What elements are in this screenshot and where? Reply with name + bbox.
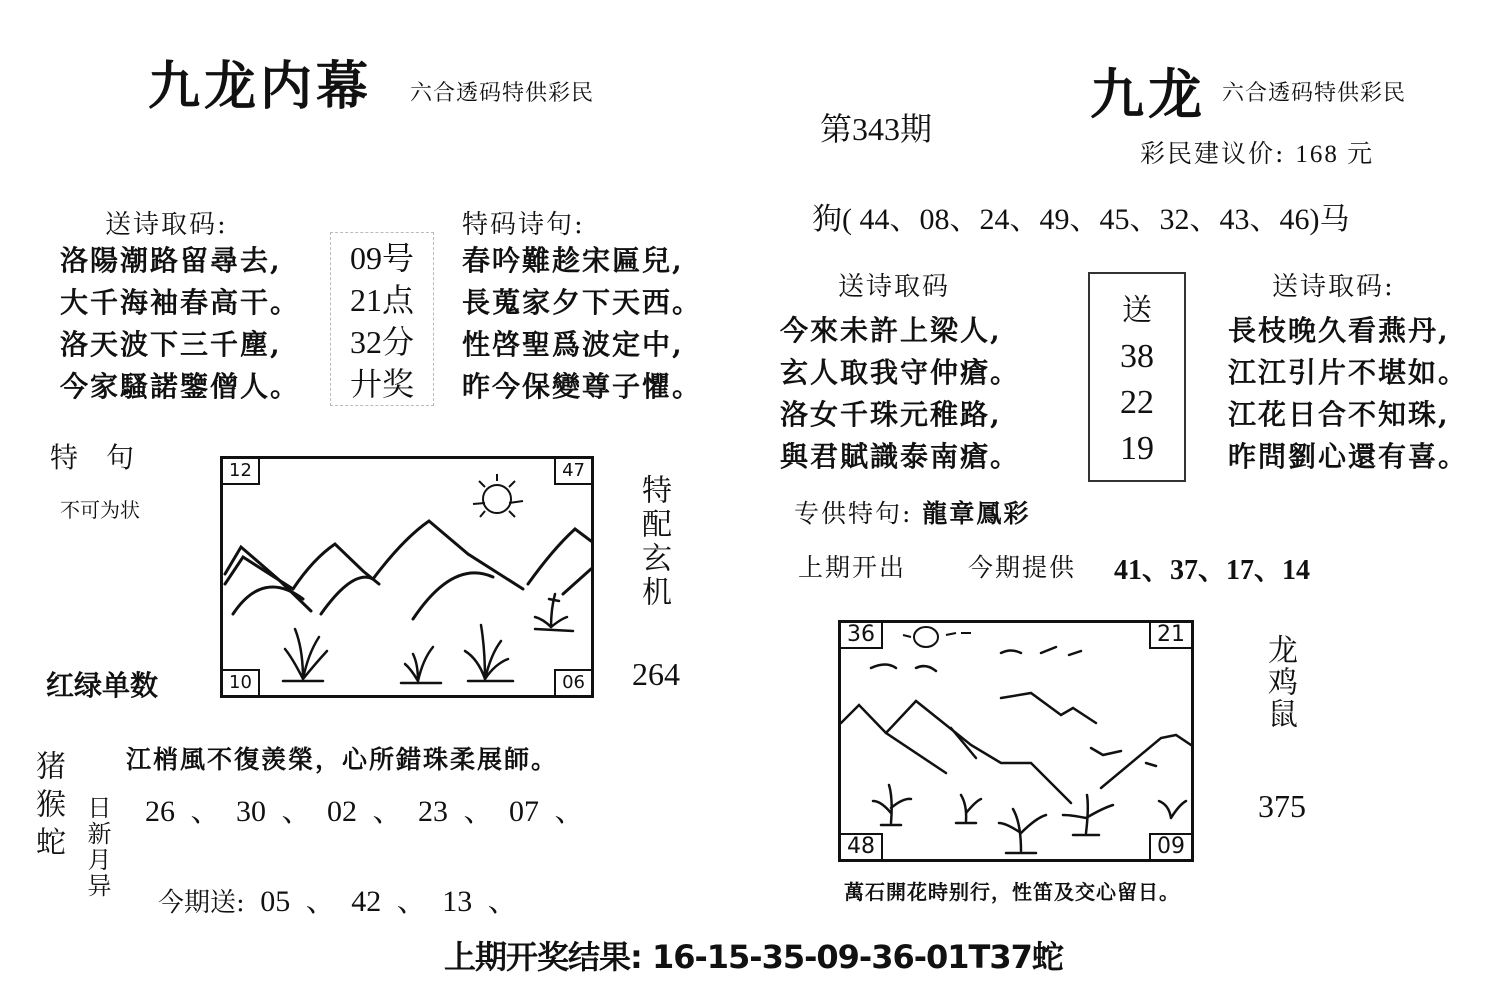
poem-line: 與君賦識泰南瘡。 — [780, 440, 1021, 473]
poem-line: 今來未許上梁人, — [780, 314, 1002, 347]
poem-line: 江江引片不堪如。 — [1228, 356, 1469, 389]
last-result-label: 上期开奖结果: — [444, 938, 642, 976]
send-number: 38 — [1120, 338, 1154, 375]
right-poem-right — [1228, 310, 1468, 478]
corner-top-right: 47 — [554, 457, 593, 485]
last-issue-label: 上期开出 — [798, 553, 907, 582]
right-side-number: 375 — [1258, 788, 1306, 824]
left-poem-label: 送诗取码: — [105, 210, 228, 240]
right-special-phrase — [794, 494, 1030, 530]
draw-prize: 廾奖 — [349, 366, 414, 402]
right-poem-left — [780, 310, 1020, 478]
corner-bottom-right: 06 — [554, 669, 593, 697]
corner-bottom-right: 09 — [1149, 833, 1193, 861]
mountain-landscape-icon — [841, 623, 1191, 859]
price-label: 彩民建议价: — [1140, 139, 1286, 168]
range-line: 狗( 44、08、24、49、45、32、43、46)马 — [812, 202, 1350, 237]
range-number: 24 — [979, 203, 1010, 236]
send-number: 22 — [1120, 384, 1154, 421]
provide-number: 14 — [1282, 555, 1311, 586]
number: 30 — [236, 795, 266, 828]
special-poem — [462, 240, 702, 408]
right-side-vertical: 龙鸡鼠 — [1262, 634, 1297, 730]
poem-line: 洛天波下三千塵, — [60, 328, 282, 361]
provide-number: 37 — [1170, 555, 1199, 586]
send-number: 19 — [1120, 430, 1154, 467]
mountain-landscape-icon — [223, 459, 591, 695]
left-side-vertical: 特配玄机 — [636, 474, 671, 610]
poem-line: 洛女千珠元稚路, — [780, 398, 1002, 431]
left-side-number: 264 — [632, 656, 680, 692]
left-verse: 江梢風不復羡榮，心所錯珠柔展師。 — [126, 745, 559, 774]
draw-point: 21点 — [349, 282, 414, 318]
number: 02 — [327, 795, 357, 828]
corner-bottom-left: 10 — [221, 669, 260, 697]
poem-line: 昨今保變尊子懼。 — [462, 370, 703, 403]
zodiac-vertical: 猪猴蛇 — [30, 750, 65, 864]
draw-info-box — [330, 232, 434, 406]
range-start: 狗 — [812, 202, 842, 237]
price-value: 168 元 — [1295, 141, 1375, 168]
poem-line: 春吟難趁宋匾兒, — [462, 244, 684, 277]
send-box — [1088, 272, 1186, 482]
provide-label: 今期提供 — [968, 553, 1077, 582]
range-number: 44 — [859, 203, 890, 236]
this-issue-row: 今期送: 05 、 42 、 13 、 — [158, 885, 518, 918]
provide-number: 17 — [1226, 555, 1255, 586]
right-poem-right-label: 送诗取码: — [1272, 272, 1395, 302]
number: 13 — [442, 885, 473, 918]
corner-bottom-left: 48 — [839, 833, 883, 861]
range-number: 45 — [1099, 203, 1130, 236]
corner-top-left: 12 — [221, 457, 260, 485]
provide-numbers: 41、37、17、14 — [1114, 555, 1311, 586]
right-subtitle: 六合透码特供彩民 — [1222, 81, 1407, 106]
poem-line: 性啓聖爲波定中, — [462, 328, 684, 361]
poem-line: 長枝晚久看燕丹, — [1228, 314, 1450, 347]
left-title: 九龙内幕 — [148, 56, 373, 117]
draw-minute: 32分 — [349, 324, 414, 360]
right-special-value: 龍章鳳彩 — [922, 499, 1031, 528]
number: 05 — [260, 885, 291, 918]
right-caption: 萬石開花時别行，性笛及交心留日。 — [844, 880, 1180, 904]
corner-top-left: 36 — [839, 621, 883, 649]
price — [1140, 134, 1374, 170]
left-subtitle: 六合透码特供彩民 — [410, 81, 595, 106]
numbers-row: 26 、 30 、 02 、 23 、 07 、 — [145, 795, 585, 828]
poem-line: 今家騷諾鑒僧人。 — [60, 370, 301, 403]
number: 42 — [351, 885, 382, 918]
this-issue-label: 今期送: — [158, 888, 245, 918]
red-green-label: 红绿单数 — [46, 669, 159, 702]
left-illustration — [220, 456, 594, 698]
issue-number: 第343期 — [820, 111, 933, 147]
number: 26 — [145, 795, 175, 828]
range-number: 49 — [1039, 203, 1070, 236]
left-poem — [60, 240, 300, 408]
draw-number: 09号 — [349, 240, 414, 276]
month-vertical: 日新月异 — [83, 795, 111, 899]
special-phrase-value: 不可为状 — [60, 500, 140, 522]
special-phrase-label: 特 句 — [50, 441, 135, 474]
right-illustration — [838, 620, 1194, 862]
last-result-value: 16-15-35-09-36-01T37蛇 — [651, 938, 1063, 976]
corner-top-right: 21 — [1149, 621, 1193, 649]
range-number: 08 — [919, 203, 950, 236]
range-end: 马 — [1319, 202, 1350, 237]
range-number: 46 — [1279, 203, 1310, 236]
range-number: 43 — [1219, 203, 1250, 236]
number: 23 — [418, 795, 448, 828]
poem-line: 大千海袖春高干。 — [60, 286, 301, 319]
poem-line: 長蒐家夕下天西。 — [462, 286, 703, 319]
special-poem-label: 特码诗句: — [462, 210, 585, 240]
poem-line: 昨問劉心還有喜。 — [1228, 440, 1469, 473]
last-result — [444, 932, 1063, 978]
poem-line: 江花日合不知珠, — [1228, 398, 1450, 431]
range-number: 32 — [1159, 203, 1190, 236]
right-poem-left-label: 送诗取码 — [838, 272, 951, 302]
provide-number: 41 — [1114, 555, 1142, 586]
right-special-label: 专供特句: — [794, 499, 913, 528]
poem-line: 洛陽潮路留尋去, — [60, 244, 282, 277]
send-label: 送 — [1122, 293, 1152, 328]
number: 07 — [509, 795, 539, 828]
poem-line: 玄人取我守仲瘡。 — [780, 356, 1021, 389]
right-title: 九龙 — [1090, 62, 1206, 126]
